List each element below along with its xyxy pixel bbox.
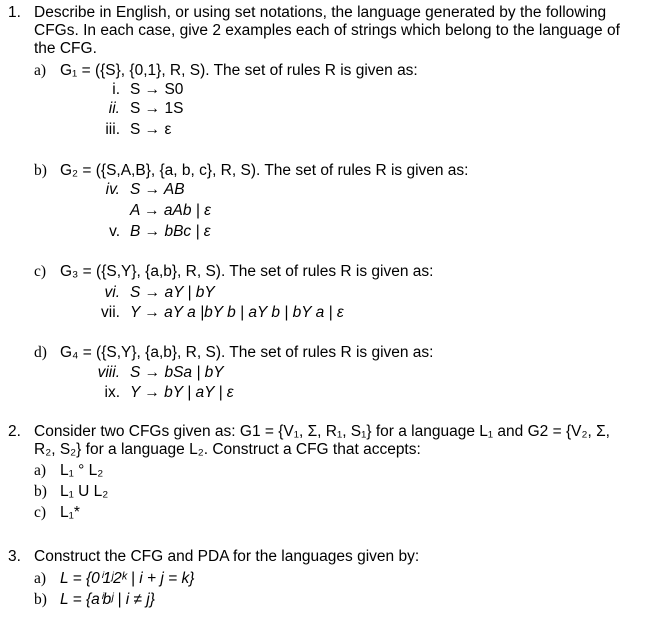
- q1-intro-line-1: Describe in English, or using set notations, the language generated by the following: [34, 4, 607, 21]
- q3a-label: a): [34, 570, 47, 587]
- q1c-text: G₃ = ({S,Y}, {a,b}, R, S). The set of rules R is given as:: [60, 263, 434, 280]
- q3b-label: b): [34, 591, 47, 608]
- q1b-rule-num: v.: [109, 223, 120, 240]
- q1d-label: d): [34, 344, 47, 361]
- q1c-rule: Y → aY a |bY b | aY b | bY a | ε: [130, 304, 344, 321]
- q1b-rule: B → bBc | ε: [130, 223, 211, 240]
- q1c-label: c): [34, 263, 47, 280]
- q1a-text: G₁ = ({S}, {0,1}, R, S). The set of rules R is given as:: [60, 62, 418, 79]
- q1d-rule-num: viii.: [97, 364, 120, 381]
- q1d-text: G₄ = ({S,Y}, {a,b}, R, S). The set of rules R is given as:: [60, 344, 434, 361]
- q2-number: 2.: [8, 423, 21, 440]
- q1a-rule-num: ii.: [108, 100, 120, 117]
- q1a-rule: S → ε: [130, 121, 172, 138]
- q2b-text: L₁ U L₂: [60, 483, 109, 500]
- q1a-label: a): [34, 62, 47, 79]
- q2b-label: b): [34, 483, 47, 500]
- q1d-rule: Y → bY | aY | ε: [130, 384, 234, 401]
- q3b-text: L = {aⁱbʲ | i ≠ j}: [60, 591, 155, 608]
- q1b-label: b): [34, 162, 47, 179]
- q2-line-2: R₂, S₂} for a language L₂. Construct a CFG that accepts:: [34, 441, 421, 458]
- q2a-text: L₁ ° L₂: [60, 462, 104, 479]
- q1c-rule: S → aY | bY: [130, 284, 215, 301]
- q1a-rule-num: iii.: [105, 121, 120, 138]
- q2c-text: L₁*: [60, 504, 80, 521]
- q3-line-1: Construct the CFG and PDA for the languages given by:: [34, 548, 420, 565]
- q1c-rule-num: vii.: [101, 304, 120, 321]
- q1a-rule: S → S0: [130, 81, 184, 98]
- q1b-rule: S → AB: [130, 181, 185, 198]
- q1d-rule: S → bSa | bY: [130, 364, 224, 381]
- q2a-label: a): [34, 462, 47, 479]
- q1-intro-line-2: CFGs. In each case, give 2 examples each of strings which belong to the language of: [34, 22, 620, 39]
- q1b-text: G₂ = ({S,A,B}, {a, b, c}, R, S). The set of rules R is given as:: [60, 162, 469, 179]
- q3a-text: L = {0ⁱ1ʲ2ᵏ | i + j = k}: [60, 570, 195, 587]
- q1-intro-line-3: the CFG.: [34, 40, 97, 57]
- q2-line-1: Consider two CFGs given as: G1 = {V₁, Σ, R₁, S₁} for a language L₁ and G2 = {V₂, Σ,: [34, 423, 610, 440]
- q1a-rule: S → 1S: [130, 100, 184, 117]
- q1b-rule: A → aAb | ε: [130, 202, 211, 219]
- q2c-label: c): [34, 504, 47, 521]
- q1-number: 1.: [8, 4, 21, 21]
- q1c-rule-num: vi.: [104, 284, 120, 301]
- q1a-rule-num: i.: [112, 81, 120, 98]
- q1b-rule-num: iv.: [105, 181, 120, 198]
- q3-number: 3.: [8, 548, 21, 565]
- q1d-rule-num: ix.: [104, 384, 120, 401]
